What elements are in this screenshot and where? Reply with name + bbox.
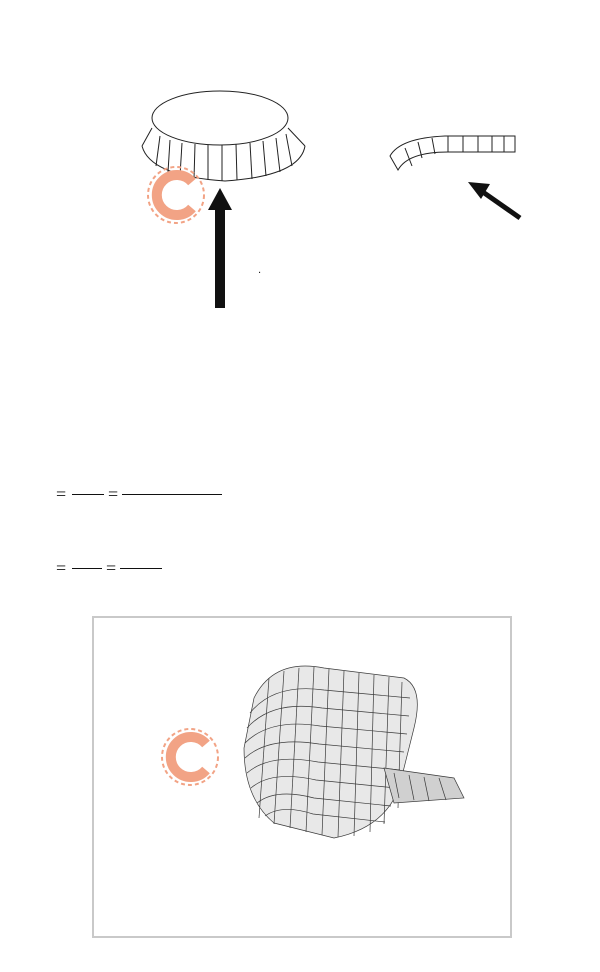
svg-text:.: . (258, 265, 262, 276)
watermark-ansys (154, 722, 494, 792)
legend-bottom-labels (116, 896, 512, 910)
ansys-figure (92, 616, 512, 938)
equation-wh: = = (24, 470, 384, 530)
equation-wv: = = (24, 544, 384, 604)
legend-top-labels (116, 862, 506, 876)
gear-logo-icon-2 (154, 722, 234, 792)
watermark-top (140, 160, 480, 230)
legend-color-bar (124, 880, 496, 890)
gear-logo-icon (140, 160, 220, 230)
